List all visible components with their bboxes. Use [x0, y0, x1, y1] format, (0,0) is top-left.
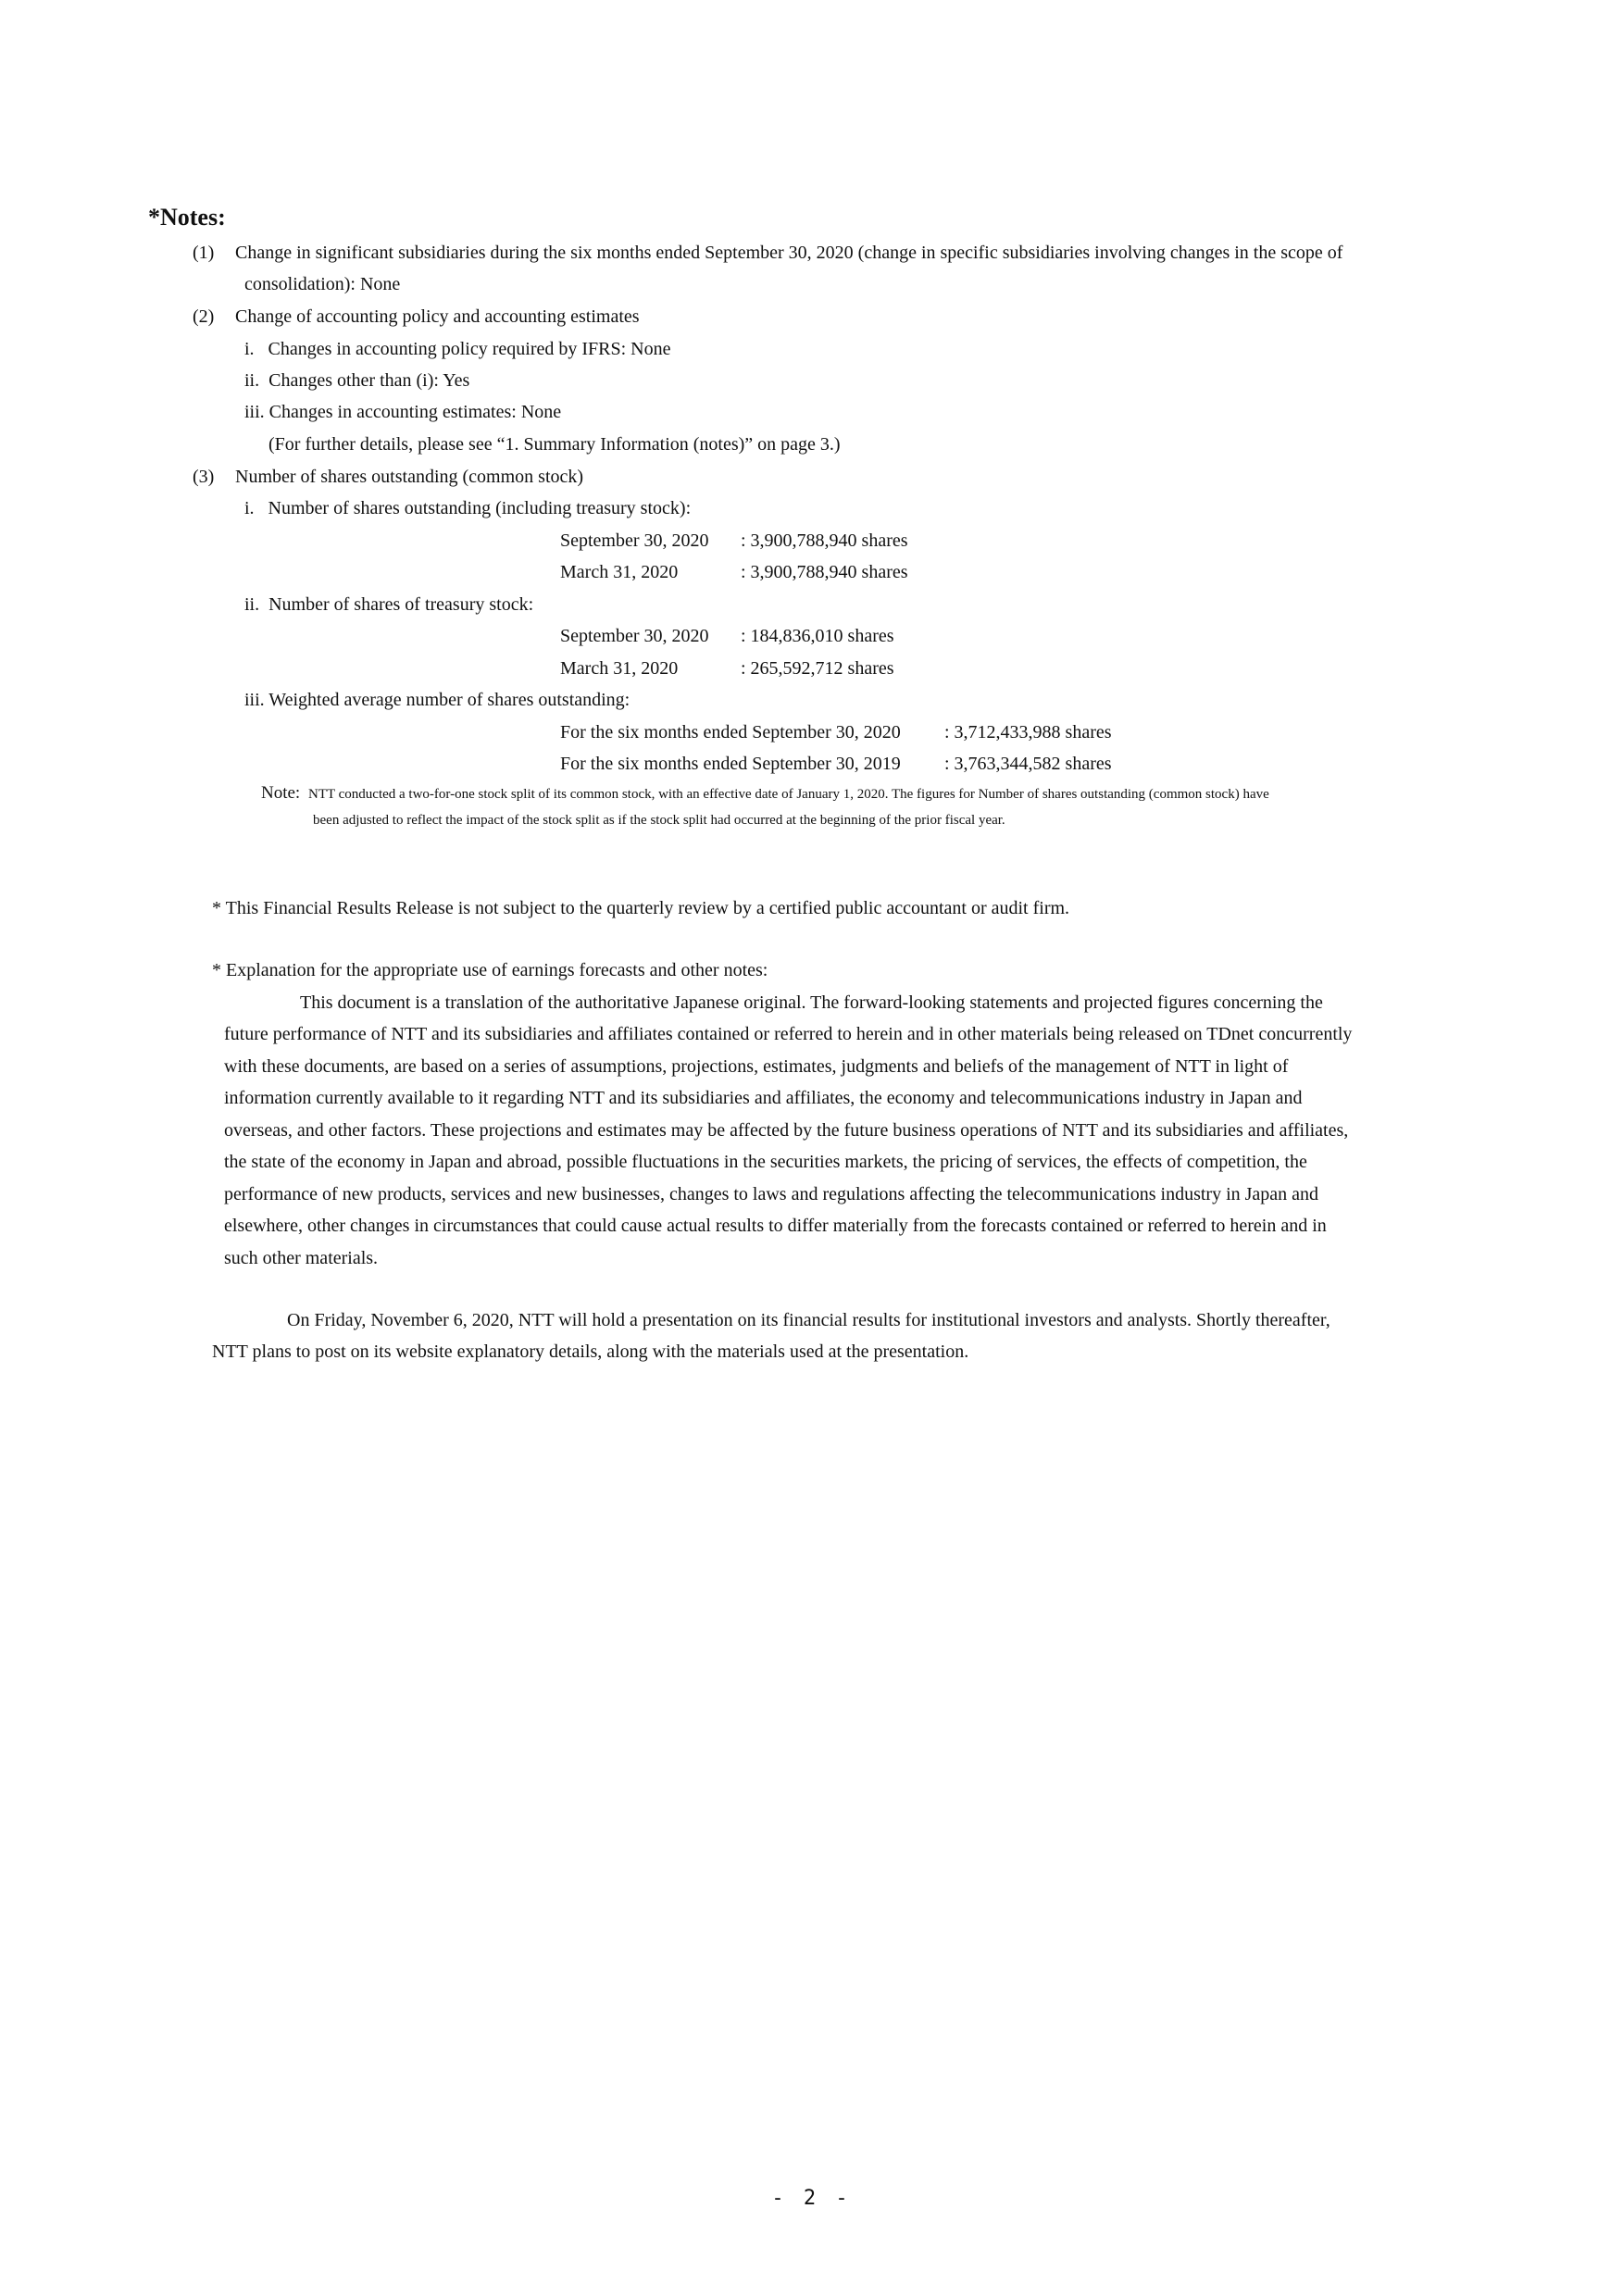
- shares-outstanding-date: March 31, 2020: [560, 562, 679, 582]
- treasury-stock-value: : 184,836,010 shares: [741, 626, 894, 646]
- treasury-stock-value: : 265,592,712 shares: [741, 658, 894, 679]
- presentation-line1: On Friday, November 6, 2020, NTT will hold a presentation on its financial results for institutional investors and analysts. Shortly thereafter,: [287, 1310, 1330, 1330]
- stock-split-note-line1: NTT conducted a two-for-one stock split of its common stock, with an effective date of January 1, 2020. The figures for Number of shares outstanding (common stock) have: [308, 787, 1269, 802]
- item-1-text-line1: Change in significant subsidiaries during the six months ended September 30, 2020 (change in specific subsidiaries involving changes in the scope of: [235, 243, 1343, 263]
- weighted-average-period: For the six months ended September 30, 2019: [560, 754, 901, 774]
- explanation-line: information currently available to it regarding NTT and its subsidiaries and affiliates, the economy and telecommunications industry in Japan and: [224, 1088, 1303, 1108]
- review-statement: * This Financial Results Release is not subject to the quarterly review by a certified public accountant or audit firm.: [212, 898, 1070, 918]
- weighted-average-value: : 3,763,344,582 shares: [944, 754, 1112, 774]
- item-2-sub-iii: iii. Changes in accounting estimates: None: [244, 402, 562, 422]
- explanation-line: the state of the economy in Japan and abroad, possible fluctuations in the securities markets, the pricing of services, the effects of competition, the: [224, 1152, 1307, 1172]
- shares-outstanding-date: September 30, 2020: [560, 530, 709, 551]
- weighted-average-period: For the six months ended September 30, 2020: [560, 722, 901, 742]
- page-number: - 2 -: [771, 2187, 852, 2210]
- explanation-line: elsewhere, other changes in circumstances that could cause actual results to differ materially from the forecasts contained or referred to herein and in: [224, 1216, 1327, 1236]
- item-3-number: (3): [193, 467, 215, 487]
- explanation-line: overseas, and other factors. These projections and estimates may be affected by the future business operations of NTT and its subsidiaries and affiliates,: [224, 1120, 1349, 1141]
- stock-split-note-label: Note:: [261, 783, 301, 803]
- item-2-number: (2): [193, 306, 215, 327]
- explanation-line: performance of new products, services and new businesses, changes to laws and regulations affecting the telecommunications industry in Japan and: [224, 1184, 1319, 1204]
- explanation-line: with these documents, are based on a series of assumptions, projections, estimates, judgments and beliefs of the management of NTT in light of: [224, 1056, 1289, 1077]
- explanation-line: such other materials.: [224, 1248, 379, 1268]
- item-3-sub-iii-label: iii. Weighted average number of shares outstanding:: [244, 690, 630, 710]
- item-3-label: Number of shares outstanding (common stock): [235, 467, 584, 487]
- item-3-sub-i-label: i. Number of shares outstanding (including treasury stock):: [244, 498, 692, 518]
- explanation-line: future performance of NTT and its subsidiaries and affiliates contained or referred to herein and in other materials being released on TDnet concurrently: [224, 1024, 1353, 1044]
- treasury-stock-date: September 30, 2020: [560, 626, 709, 646]
- shares-outstanding-value: : 3,900,788,940 shares: [741, 530, 908, 551]
- item-2-label: Change of accounting policy and accounting estimates: [235, 306, 640, 327]
- item-1-number: (1): [193, 243, 215, 263]
- item-3-sub-ii-label: ii. Number of shares of treasury stock:: [244, 594, 534, 615]
- shares-outstanding-value: : 3,900,788,940 shares: [741, 562, 908, 582]
- weighted-average-value: : 3,712,433,988 shares: [944, 722, 1112, 742]
- notes-title: *Notes:: [148, 204, 226, 231]
- presentation-line2: NTT plans to post on its website explanatory details, along with the materials used at the presentation.: [212, 1341, 969, 1362]
- item-2-sub-ii: ii. Changes other than (i): Yes: [244, 370, 470, 391]
- item-1-text-line2: consolidation): None: [244, 274, 401, 294]
- explanation-line: This document is a translation of the authoritative Japanese original. The forward-looking statements and projected figures concerning the: [300, 992, 1323, 1013]
- explanation-heading: * Explanation for the appropriate use of earnings forecasts and other notes:: [212, 960, 768, 980]
- treasury-stock-date: March 31, 2020: [560, 658, 679, 679]
- item-2-further-details: (For further details, please see “1. Summary Information (notes)” on page 3.): [268, 434, 841, 455]
- stock-split-note-line2: been adjusted to reflect the impact of the stock split as if the stock split had occurred at the beginning of the prior fiscal year.: [313, 813, 1005, 828]
- item-2-sub-i: i. Changes in accounting policy required by IFRS: None: [244, 339, 671, 359]
